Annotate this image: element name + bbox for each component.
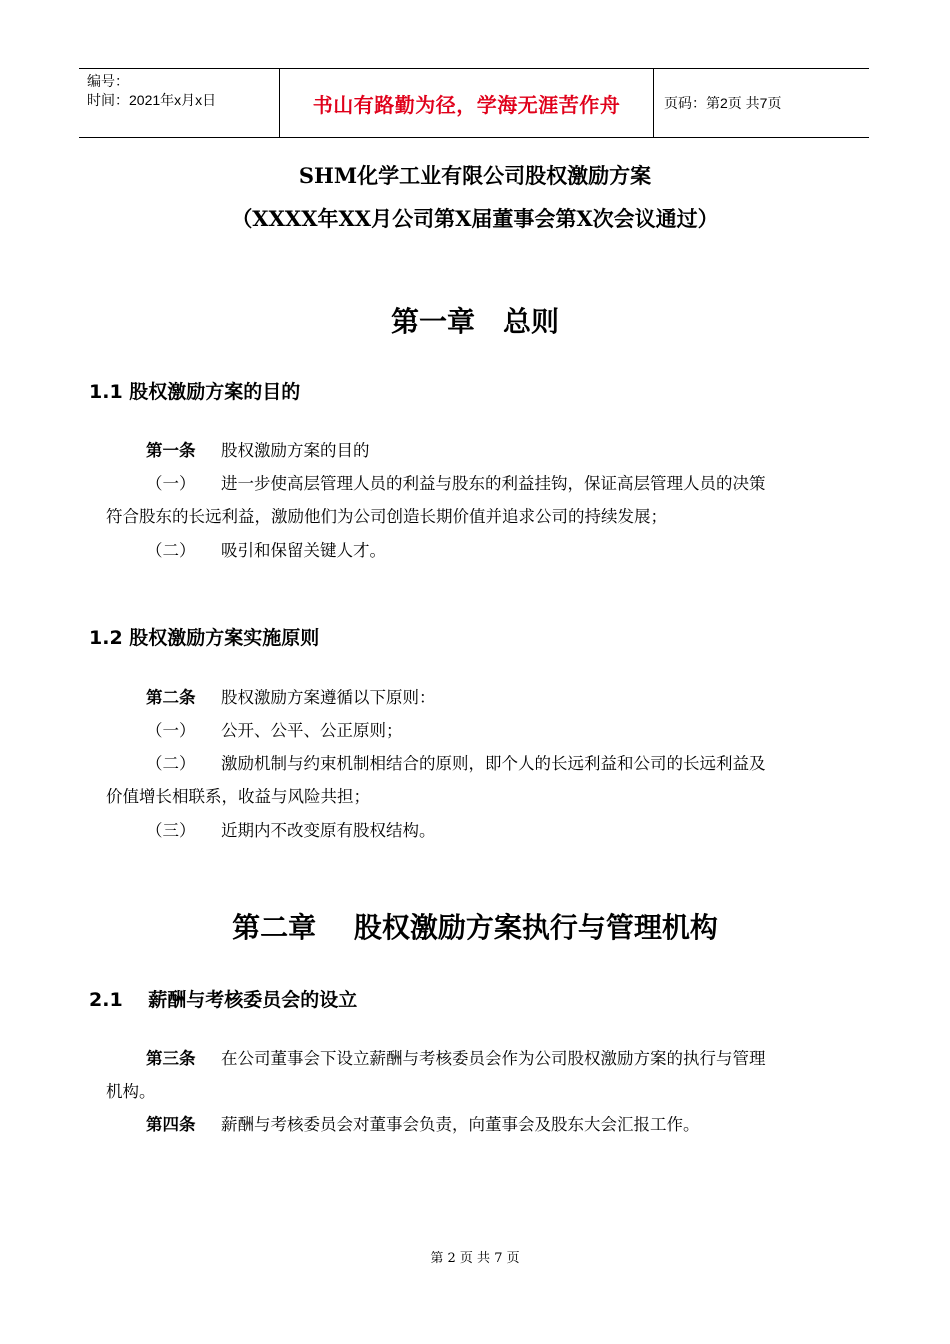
header-motto-cell: [280, 69, 654, 137]
document-title: SHM化学工业有限公司股权激励方案: [298, 163, 652, 188]
article-3-label: 第三条: [146, 1049, 196, 1068]
article-4: [146, 1111, 700, 1135]
item-label: （一）: [146, 474, 196, 493]
item-label: （一）: [146, 721, 196, 740]
header-motto: 书山有路勤为径，学海无涯苦作舟: [312, 92, 621, 117]
article-4-text: 薪酬与考核委员会对董事会负责，向董事会及股东大会汇报工作。: [221, 1115, 700, 1134]
article-2-item-2: [146, 750, 766, 774]
item-label: （三）: [146, 821, 196, 840]
document-header: [79, 68, 869, 138]
article-1: [146, 437, 370, 461]
header-page-info: 页码：第2页 共7页: [664, 95, 782, 111]
article-1-label: 第一条: [146, 441, 196, 460]
document-subtitle: （XXXX年XX月公司第X届董事会第X次会议通过）: [231, 206, 719, 231]
article-3-text: 在公司董事会下设立薪酬与考核委员会作为公司股权激励方案的执行与管理: [221, 1049, 766, 1068]
article-3: [146, 1045, 766, 1069]
article-4-label: 第四条: [146, 1115, 196, 1134]
page-footer: 第 2 页 共 7 页: [430, 1251, 520, 1266]
article-2-text: 股权激励方案遵循以下原则：: [221, 688, 436, 707]
section-1-1-heading: 1.1 股权激励方案的目的: [89, 381, 301, 403]
article-1-text: 股权激励方案的目的: [221, 441, 370, 460]
header-number: 编号：: [87, 73, 129, 89]
article-2-item-2-cont: 价值增长相联系，收益与风险共担；: [106, 787, 370, 806]
item-text: 近期内不改变原有股权结构。: [221, 821, 436, 840]
header-date: 时间：2021年x月x日: [87, 92, 217, 108]
section-2-1-heading: 2.1 薪酬与考核委员会的设立: [89, 989, 358, 1011]
item-label: （二）: [146, 754, 196, 773]
chapter-2-heading: 第二章 股权激励方案执行与管理机构: [232, 911, 718, 944]
item-text: 公开、公平、公正原则；: [221, 721, 403, 740]
item-text: 吸引和保留关键人才。: [221, 541, 386, 560]
article-2-item-3: [146, 817, 436, 841]
article-1-item-1: [146, 470, 766, 494]
article-3-cont: 机构。: [106, 1082, 156, 1101]
item-label: （二）: [146, 541, 196, 560]
article-2: [146, 684, 436, 708]
item-text: 进一步使高层管理人员的利益与股东的利益挂钩，保证高层管理人员的决策: [221, 474, 766, 493]
header-page-cell: [654, 69, 869, 137]
article-2-item-1: [146, 717, 403, 741]
article-2-label: 第二条: [146, 688, 196, 707]
item-text: 激励机制与约束机制相结合的原则，即个人的长远利益和公司的长远利益及: [221, 754, 766, 773]
article-1-item-2: [146, 537, 386, 561]
chapter-1-heading: 第一章 总则: [390, 305, 559, 338]
section-1-2-heading: 1.2 股权激励方案实施原则: [89, 627, 320, 649]
article-1-item-1-cont: 符合股东的长远利益，激励他们为公司创造长期价值并追求公司的持续发展；: [106, 507, 667, 526]
header-meta-cell: [79, 69, 280, 137]
